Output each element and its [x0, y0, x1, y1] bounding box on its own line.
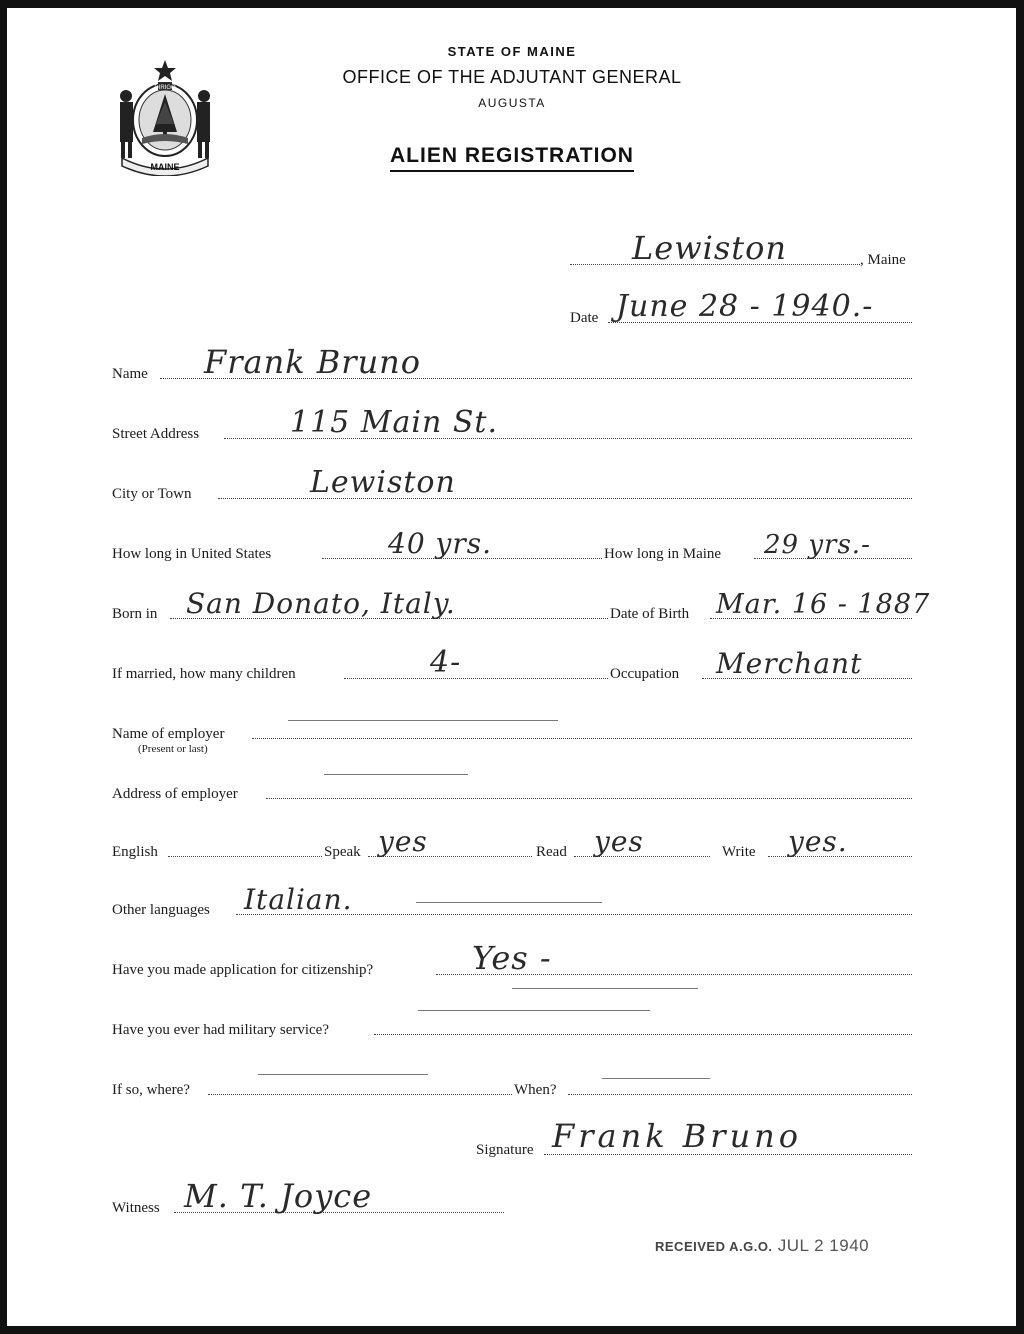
scan-border-left — [0, 0, 7, 1334]
scan-border-top — [0, 0, 1024, 8]
witness-value: M. T. Joyce — [184, 1177, 373, 1215]
employer-name-label: Name of employer — [112, 726, 225, 742]
born-in-label: Born in — [112, 606, 158, 622]
witness-label: Witness — [112, 1200, 160, 1216]
english-row — [112, 825, 912, 860]
date-value: June 28 - 1940.- — [616, 289, 874, 324]
city-value: Lewiston — [310, 465, 456, 500]
place-suffix: , Maine — [860, 252, 906, 268]
how-long-maine-label: How long in Maine — [604, 546, 722, 562]
military-line — [374, 1034, 912, 1035]
children-line — [344, 678, 608, 679]
name-row — [112, 343, 912, 382]
speak-value: yes — [378, 825, 428, 858]
place-row — [112, 229, 912, 268]
seal-banner-text: MAINE — [150, 162, 180, 172]
citizenship-dash-mark — [512, 988, 698, 989]
english-label: English — [112, 844, 158, 860]
city-label: City or Town — [112, 486, 192, 502]
write-value: yes. — [788, 825, 848, 858]
employer-address-line — [266, 798, 912, 799]
date-of-birth-label: Date of Birth — [610, 606, 690, 622]
received-stamp-date: JUL 2 1940 — [777, 1236, 870, 1255]
date-of-birth-value: Mar. 16 - 1887 — [716, 589, 931, 620]
where-line — [208, 1094, 512, 1095]
other-languages-label: Other languages — [112, 902, 210, 918]
street-address-row — [112, 405, 912, 442]
date-label: Date — [570, 310, 599, 326]
where-dash-mark — [258, 1074, 428, 1075]
received-stamp-label: RECEIVED A.G.O. — [655, 1239, 773, 1254]
children-value: 4- — [430, 645, 462, 680]
when-line — [568, 1094, 912, 1095]
city-heading: AUGUSTA — [478, 96, 546, 110]
read-label: Read — [536, 844, 567, 860]
residence-duration-row — [112, 527, 912, 562]
occupation-value: Merchant — [716, 647, 863, 680]
employer-name-sublabel: (Present or last) — [138, 743, 208, 755]
occupation-label: Occupation — [610, 666, 680, 682]
place-value: Lewiston — [632, 229, 787, 267]
signature-value: Frank Bruno — [552, 1117, 803, 1155]
other-languages-row — [112, 883, 912, 918]
other-languages-value: Italian. — [244, 883, 353, 916]
where-label: If so, where? — [112, 1082, 190, 1098]
how-long-maine-value: 29 yrs.- — [764, 530, 871, 560]
seal-motto: DIRIGO — [154, 85, 176, 91]
signature-label: Signature — [476, 1142, 534, 1158]
employer-address-label: Address of employer — [112, 786, 238, 802]
how-long-us-label: How long in United States — [112, 546, 272, 562]
military-dash-mark — [418, 1010, 650, 1011]
employer-name-line — [252, 738, 912, 739]
family-occupation-row — [112, 645, 912, 682]
witness-row — [112, 1177, 912, 1216]
scan-border-bottom — [0, 1326, 1024, 1334]
citizenship-row — [112, 939, 912, 978]
form-title — [0, 144, 1024, 168]
when-label: When? — [514, 1082, 557, 1098]
write-label: Write — [722, 844, 756, 860]
signature-row — [112, 1117, 912, 1158]
birth-row — [112, 587, 931, 622]
citizenship-label: Have you made application for citizenship? — [112, 962, 374, 978]
street-address-value: 115 Main St. — [290, 405, 498, 440]
name-label: Name — [112, 366, 148, 382]
born-in-value: San Donato, Italy. — [186, 587, 456, 620]
military-row — [112, 1008, 912, 1038]
military-label: Have you ever had military service? — [112, 1022, 329, 1038]
form-title-text: ALIEN REGISTRATION — [390, 144, 634, 172]
other-languages-dash-mark — [416, 902, 602, 903]
office-heading: OFFICE OF THE ADJUTANT GENERAL — [342, 67, 682, 87]
employer-name-dash-mark — [288, 720, 558, 721]
speak-label: Speak — [324, 844, 361, 860]
received-stamp — [655, 1236, 869, 1256]
date-row — [112, 289, 912, 326]
street-address-label: Street Address — [112, 426, 200, 442]
city-row — [112, 465, 912, 502]
employer-address-dash-mark — [324, 774, 468, 775]
scan-border-right — [1016, 0, 1024, 1334]
english-line — [168, 856, 322, 857]
name-value: Frank Bruno — [204, 343, 422, 381]
how-long-us-value: 40 yrs. — [388, 527, 493, 560]
state-heading: STATE OF MAINE — [447, 44, 577, 59]
read-value: yes — [594, 825, 644, 858]
employer-address-row — [112, 772, 912, 802]
service-location-row — [112, 1068, 912, 1098]
employer-name-row — [112, 712, 912, 755]
children-label: If married, how many children — [112, 666, 296, 682]
when-dash-mark — [602, 1078, 710, 1079]
citizenship-value: Yes - — [472, 939, 552, 977]
